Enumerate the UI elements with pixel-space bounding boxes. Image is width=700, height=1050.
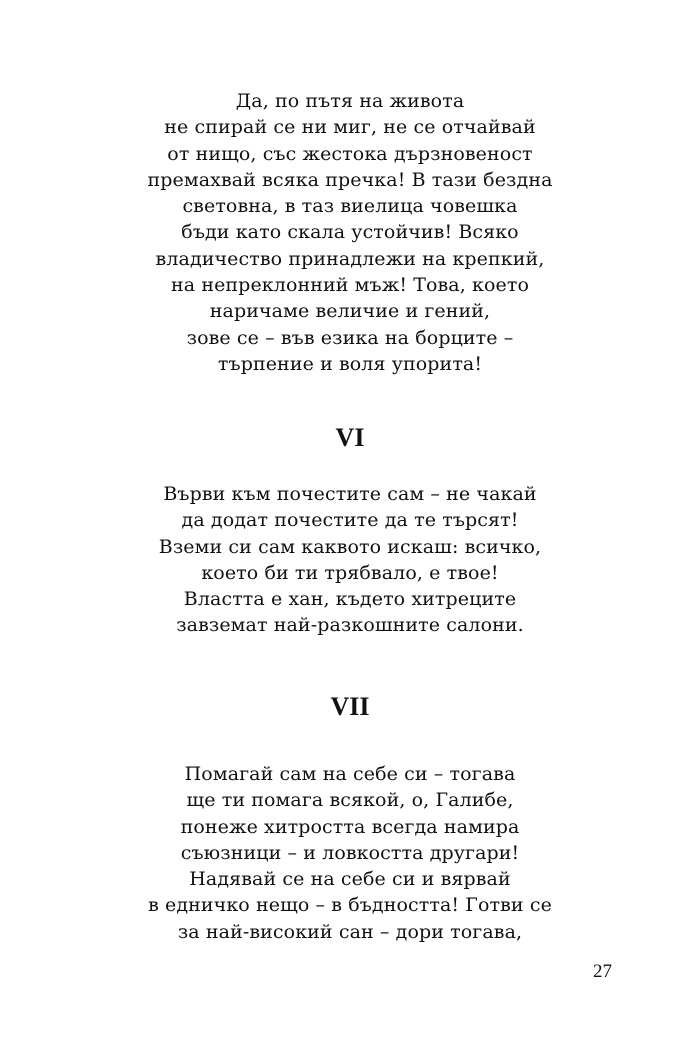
poem-line: съюзници – и ловкостта другари! [180, 841, 520, 864]
poem-line: в едничко нещо – в бъдността! Готви се [148, 894, 552, 917]
poem-line: бъди като скала устойчив! Всяко [181, 221, 519, 244]
poem-line: премахвай всяка пречка! В тази бездна [147, 168, 553, 191]
poem-line: наричаме величие и гений, [209, 300, 491, 323]
poem-line: на непреклонний мъж! Това, което [170, 274, 530, 297]
poem-line: да додат почестите да те търсят! [181, 509, 519, 532]
poem-line: Властта е хан, където хитреците [183, 588, 517, 611]
poem-stanza [0, 761, 700, 945]
page-number: 27 [593, 961, 612, 982]
poem-line: зове се – във езика на борците – [186, 326, 514, 349]
section-heading: VII [330, 692, 370, 721]
poem-stanza [0, 481, 700, 639]
poem-line: не спирай се ни миг, не се отчайвай [164, 116, 536, 139]
poem-line: Да, по пътя на живота [235, 90, 465, 112]
poem-line: което би ти трябвало, е твое! [201, 561, 499, 584]
poem-line: Надявай се на себе си и вярвай [189, 868, 511, 891]
poem-line: ще ти помага всякой, о, Галибе, [186, 789, 514, 812]
poem-line: за най-високий сан – дори тогава, [177, 920, 523, 943]
poem-line: Помагай сам на себе си – тогава [184, 763, 516, 785]
poem-line: от нищо, със жестока дързновеност [167, 142, 533, 165]
poem-line: завземат най-разкошните салони. [176, 614, 524, 637]
section-heading: VI [335, 423, 365, 452]
poem-line: Върви към почестите сам – не чакай [163, 483, 537, 505]
poem-line: владичество принадлежи на крепкий, [155, 247, 545, 270]
poem-stanza [0, 88, 700, 377]
poem-line: Вземи си сам каквото искаш: всичко, [158, 535, 542, 558]
poem-line: световна, в таз виелица човешка [182, 195, 518, 218]
poem-line: понеже хитростта всегда намира [180, 815, 520, 838]
poem-line: търпение и воля упорита! [217, 352, 483, 375]
